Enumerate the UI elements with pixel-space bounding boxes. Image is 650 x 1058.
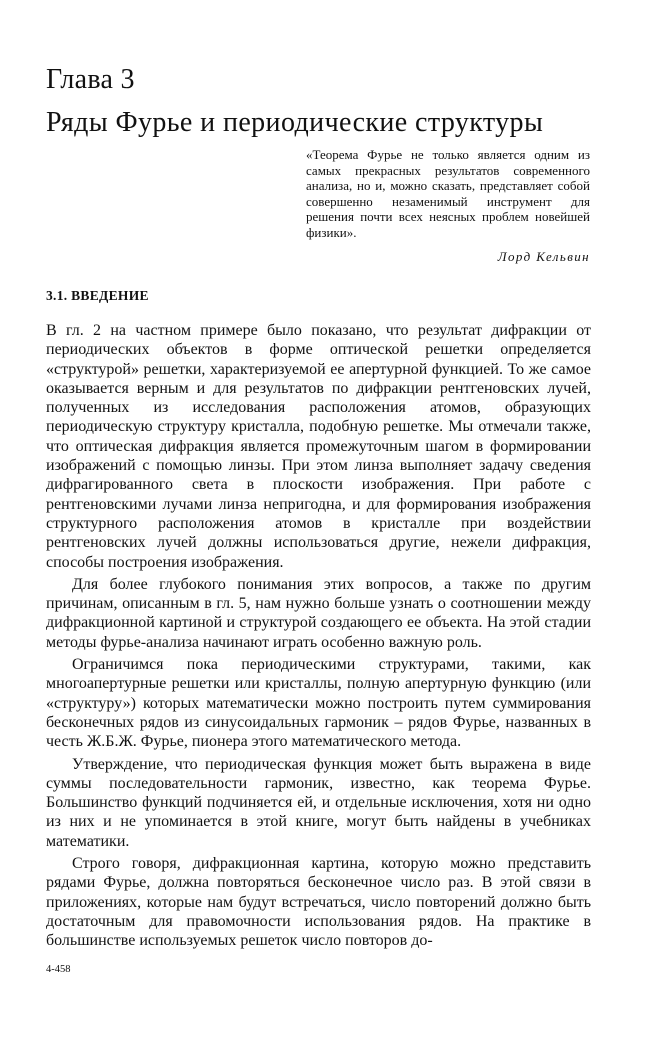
chapter-title: Ряды Фурье и периодические структуры (46, 107, 544, 138)
chapter-number: Глава 3 (46, 64, 135, 95)
section-heading: 3.1. ВВЕДЕНИЕ (46, 288, 149, 303)
paragraph: Для более глубокого понимания этих вопросов, а также по другим причинам, описанным в гл. 5, нам нужно больше узнать о соотношении между дифракционной картиной и структурой создающего ее объекта. На этой стадии методы фурье-анализа начинают играть особенно важную роль. (46, 575, 591, 651)
body-text (46, 321, 591, 951)
printer-signature-mark: 4-458 (46, 964, 71, 975)
epigraph-quote: «Теорема Фурье не только является одним из самых прекрасных результатов современного анализа, но и, можно сказать, представляет собой совершенно незаменимый инструмент для решения почти всех неясных проблем новейшей физики». (306, 147, 590, 240)
paragraph: Утверждение, что периодическая функция может быть выражена в виде суммы последовательности гармоник, известно, как теорема Фурье. Большинство функций подчиняется ей, и отдельные исключения, хотя ни одно из них и не упоминается в этой книге, могут быть найдены в учебниках математики. (46, 755, 591, 850)
epigraph-author: Лорд Кельвин (497, 249, 590, 264)
paragraph: Строго говоря, дифракционная картина, которую можно представить рядами Фурье, должна повторяться бесконечное число раз. В этой связи в приложениях, которые нам будут встречаться, число повторений должно быть достаточным для правомочности использования рядов. На практике в большинстве используемых решеток число повторов до- (46, 855, 591, 950)
paragraph: Ограничимся пока периодическими структурами, такими, как многоапертурные решетки или кристаллы, полную апертурную функцию (или «структуру») которых математически можно построить путем суммирования бесконечных рядов из синусоидальных гармоник – рядов Фурье, названных в честь Ж.Б.Ж. Фурье, пионера этого математического метода. (46, 656, 591, 751)
paragraph: В гл. 2 на частном примере было показано, что результат дифракции от периодических объектов в форме оптической решетки определяется «структурой» решетки, характеризуемой ее апертурной функцией. То же самое оказывается верным и для результатов по дифракции рентгеновских лучей, полученных из исследования расположения атомов, образующих периодическую структуру кристалла, подобную решетке. Мы отмечали также, что оптическая дифракция является промежуточным шагом в формировании изображений с помощью линзы. При этом линза выполняет задачу сведения дифрагированного света в плоскости изображения. При работе с рентгеновскими лучами линза непригодна, и для формирования изображения структурного расположения атомов в кристалле при воздействии рентгеновских лучей должны использоваться другие, нежели дифракция, способы построения изображения. (46, 322, 591, 571)
